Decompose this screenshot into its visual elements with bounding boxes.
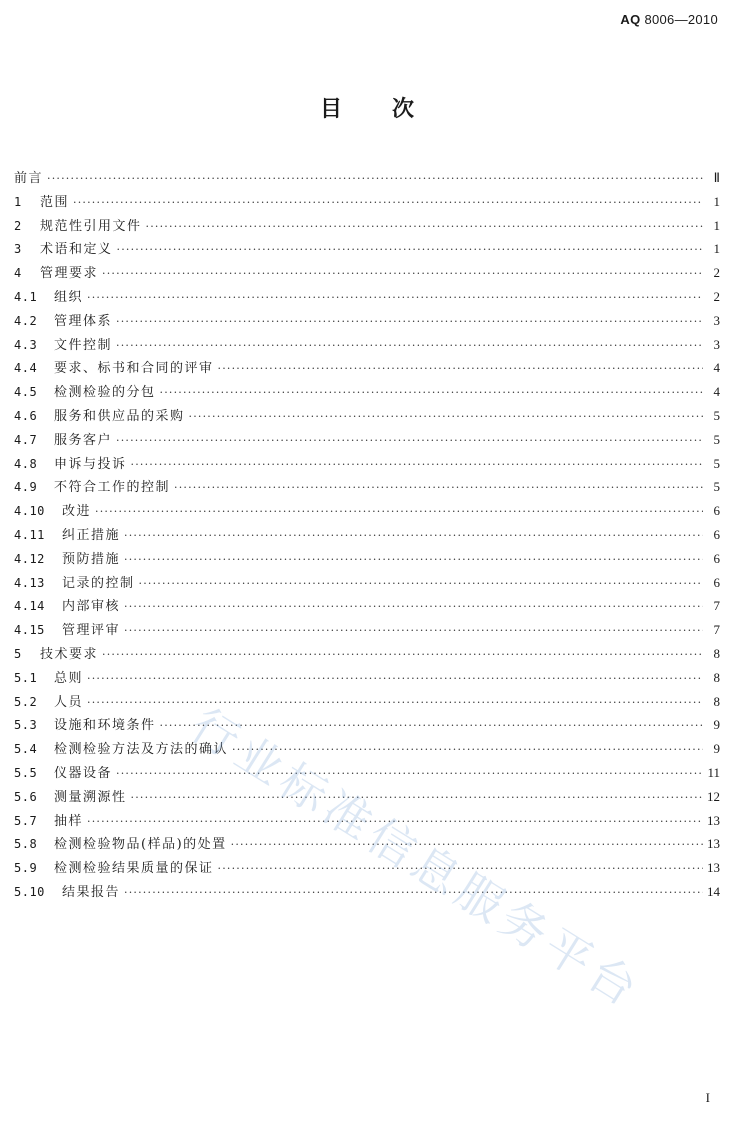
page-title-char-1: 目 (319, 97, 342, 122)
standard-code-number: 8006—2010 (644, 12, 718, 27)
toc-entry[interactable] (14, 309, 720, 333)
toc-entry-page: 3 (713, 312, 720, 328)
toc-dot-leader (87, 691, 703, 715)
toc-dot-leader (87, 810, 703, 834)
toc-entry-page: 12 (707, 788, 720, 804)
toc-dot-leader (218, 857, 703, 881)
toc-dot-leader (124, 595, 703, 619)
toc-entry-page: 7 (713, 622, 720, 638)
toc-entry-title: 测量溯源性 (54, 789, 127, 805)
toc-entry-number: 4.3 (14, 337, 38, 352)
standard-code (620, 12, 718, 27)
toc-entry[interactable] (14, 547, 720, 571)
toc-entry-number: 5.8 (14, 837, 38, 852)
toc-entry-number: 1 (14, 194, 22, 209)
toc-entry[interactable] (14, 880, 720, 904)
toc-dot-leader (117, 238, 703, 262)
toc-entry-page: 1 (713, 193, 720, 209)
toc-entry[interactable] (14, 785, 720, 809)
toc-entry-page: 5 (713, 407, 720, 423)
toc-entry-number: 5.3 (14, 718, 38, 733)
toc-entry-title: 申诉与投诉 (54, 456, 127, 472)
toc-entry-page: 1 (713, 241, 720, 257)
toc-entry-page: 4 (713, 384, 720, 400)
toc-dot-leader (160, 714, 703, 738)
toc-entry-title: 管理要求 (40, 266, 99, 282)
toc-entry-title: 改进 (62, 504, 92, 520)
toc-entry-title: 规范性引用文件 (40, 218, 142, 234)
toc-entry[interactable] (14, 333, 720, 357)
toc-entry-title: 记录的控制 (62, 575, 135, 591)
toc-entry-title: 总则 (54, 670, 84, 686)
page-title (0, 92, 734, 123)
toc-entry-page: 13 (707, 860, 720, 876)
toc-entry-title: 范围 (40, 194, 70, 210)
toc-entry-title: 仪器设备 (54, 765, 113, 781)
toc-entry-page: 6 (713, 574, 720, 590)
toc-entry-title: 检测检验结果质量的保证 (54, 861, 214, 877)
toc-entry[interactable] (14, 190, 720, 214)
toc-entry-number: 4.12 (14, 551, 45, 566)
toc-entry-title: 文件控制 (54, 337, 113, 353)
toc-entry[interactable] (14, 285, 720, 309)
toc-entry-number: 4.5 (14, 385, 38, 400)
toc-entry-page: 1 (713, 217, 720, 233)
toc-entry-number: 2 (14, 218, 22, 233)
toc-entry[interactable] (14, 404, 720, 428)
toc-entry-title: 人员 (54, 694, 84, 710)
toc-entry-title: 服务和供应品的采购 (54, 408, 185, 424)
toc-dot-leader (102, 643, 703, 667)
toc-entry-page: 2 (713, 288, 720, 304)
toc-entry-page: 9 (713, 741, 720, 757)
toc-entry-page: 13 (707, 812, 720, 828)
toc-entry-title: 服务客户 (54, 432, 113, 448)
toc-entry-page: 6 (713, 526, 720, 542)
toc-dot-leader (47, 167, 703, 191)
toc-entry[interactable] (14, 356, 720, 380)
toc-dot-leader (131, 786, 703, 810)
toc-entry-number: 5.9 (14, 861, 38, 876)
toc-entry[interactable] (14, 523, 720, 547)
table-of-contents (14, 166, 720, 904)
toc-dot-leader (124, 881, 703, 905)
toc-dot-leader (116, 310, 703, 334)
toc-dot-leader (102, 262, 703, 286)
toc-dot-leader (174, 476, 703, 500)
toc-dot-leader (139, 572, 703, 596)
toc-entry[interactable] (14, 594, 720, 618)
toc-entry[interactable] (14, 832, 720, 856)
toc-entry[interactable] (14, 666, 720, 690)
toc-entry[interactable] (14, 713, 720, 737)
toc-entry-number: 5.1 (14, 670, 38, 685)
toc-dot-leader (124, 548, 703, 572)
toc-entry-page: 14 (707, 883, 720, 899)
toc-entry[interactable] (14, 166, 720, 190)
toc-entry-page: 8 (713, 693, 720, 709)
toc-entry-number: 4 (14, 266, 22, 281)
toc-entry[interactable] (14, 761, 720, 785)
toc-entry-page: 8 (713, 669, 720, 685)
toc-entry-page: 5 (713, 455, 720, 471)
toc-dot-leader (73, 191, 703, 215)
page-title-char-2: 次 (392, 97, 415, 122)
toc-entry-number: 4.9 (14, 480, 38, 495)
toc-entry-title: 检测检验物品(样品)的处置 (54, 837, 227, 853)
standard-code-prefix: AQ (620, 12, 641, 27)
toc-entry-number: 4.14 (14, 599, 45, 614)
toc-dot-leader (95, 500, 703, 524)
toc-entry-title: 要求、标书和合同的评审 (54, 361, 214, 377)
toc-entry-title: 管理体系 (54, 313, 113, 329)
toc-entry-number: 5.5 (14, 765, 38, 780)
toc-entry-title: 检测检验的分包 (54, 385, 156, 401)
toc-entry-page: 5 (713, 479, 720, 495)
toc-entry-number: 4.13 (14, 575, 45, 590)
toc-entry-page: 9 (713, 717, 720, 733)
toc-entry-number: 5.4 (14, 742, 38, 757)
toc-dot-leader (124, 524, 703, 548)
toc-entry-page: Ⅱ (713, 170, 720, 185)
toc-entry[interactable] (14, 428, 720, 452)
toc-entry-number: 4.11 (14, 527, 45, 542)
toc-entry[interactable] (14, 690, 720, 714)
toc-entry[interactable] (14, 214, 720, 238)
toc-entry-number: 4.4 (14, 361, 38, 376)
toc-entry-number: 4.6 (14, 408, 38, 423)
toc-entry[interactable] (14, 237, 720, 261)
toc-entry-number: 4.1 (14, 289, 38, 304)
toc-dot-leader (116, 762, 703, 786)
toc-entry-page: 7 (713, 598, 720, 614)
toc-entry-page: 8 (713, 645, 720, 661)
toc-entry-title: 结果报告 (62, 884, 121, 900)
toc-entry-page: 11 (707, 764, 720, 780)
toc-entry-number: 5.2 (14, 694, 38, 709)
toc-entry-title: 设施和环境条件 (54, 718, 156, 734)
toc-dot-leader (160, 381, 703, 405)
toc-entry[interactable] (14, 475, 720, 499)
toc-entry-number: 3 (14, 242, 22, 257)
toc-entry[interactable] (14, 737, 720, 761)
watermark-text: 行业标准信息服务平台 (181, 697, 652, 1019)
toc-entry-number: 4.15 (14, 623, 45, 638)
toc-entry-title: 管理评审 (62, 623, 121, 639)
toc-dot-leader (146, 215, 703, 239)
toc-entry-title: 技术要求 (40, 646, 99, 662)
toc-entry[interactable] (14, 618, 720, 642)
toc-entry-number: 5.6 (14, 789, 38, 804)
toc-entry-page: 6 (713, 550, 720, 566)
toc-entry-number: 5 (14, 646, 22, 661)
toc-entry-title: 纠正措施 (62, 527, 121, 543)
toc-entry-number: 5.10 (14, 884, 45, 899)
toc-entry-number: 5.7 (14, 813, 38, 828)
toc-dot-leader (124, 619, 703, 643)
toc-entry-page: 6 (713, 503, 720, 519)
toc-entry[interactable] (14, 571, 720, 595)
toc-entry-page: 3 (713, 336, 720, 352)
toc-entry-page: 13 (707, 836, 720, 852)
toc-dot-leader (232, 738, 703, 762)
toc-entry-title: 术语和定义 (40, 242, 113, 258)
toc-entry[interactable] (14, 380, 720, 404)
toc-entry-number: 4.10 (14, 504, 45, 519)
toc-dot-leader (231, 833, 703, 857)
toc-dot-leader (189, 405, 703, 429)
toc-dot-leader (116, 334, 703, 358)
toc-entry[interactable] (14, 452, 720, 476)
toc-dot-leader (87, 286, 703, 310)
toc-entry-number: 4.8 (14, 456, 38, 471)
toc-entry[interactable] (14, 809, 720, 833)
toc-entry-page: 5 (713, 431, 720, 447)
toc-entry-title: 检测检验方法及方法的确认 (54, 742, 229, 758)
toc-entry-title: 预防措施 (62, 551, 121, 567)
toc-entry-title: 抽样 (54, 813, 84, 829)
toc-dot-leader (131, 453, 703, 477)
toc-entry-title: 前言 (14, 171, 44, 186)
toc-entry[interactable] (14, 499, 720, 523)
toc-dot-leader (87, 667, 703, 691)
toc-dot-leader (116, 429, 703, 453)
toc-entry-title: 不符合工作的控制 (54, 480, 171, 496)
page-number: I (705, 1090, 710, 1105)
toc-entry-number: 4.7 (14, 432, 38, 447)
toc-entry[interactable] (14, 642, 720, 666)
toc-entry[interactable] (14, 261, 720, 285)
toc-entry-page: 2 (713, 265, 720, 281)
toc-entry-page: 4 (713, 360, 720, 376)
toc-entry[interactable] (14, 856, 720, 880)
toc-dot-leader (218, 357, 703, 381)
toc-entry-title: 内部审核 (62, 599, 121, 615)
toc-entry-number: 4.2 (14, 313, 38, 328)
toc-entry-title: 组织 (54, 289, 84, 305)
